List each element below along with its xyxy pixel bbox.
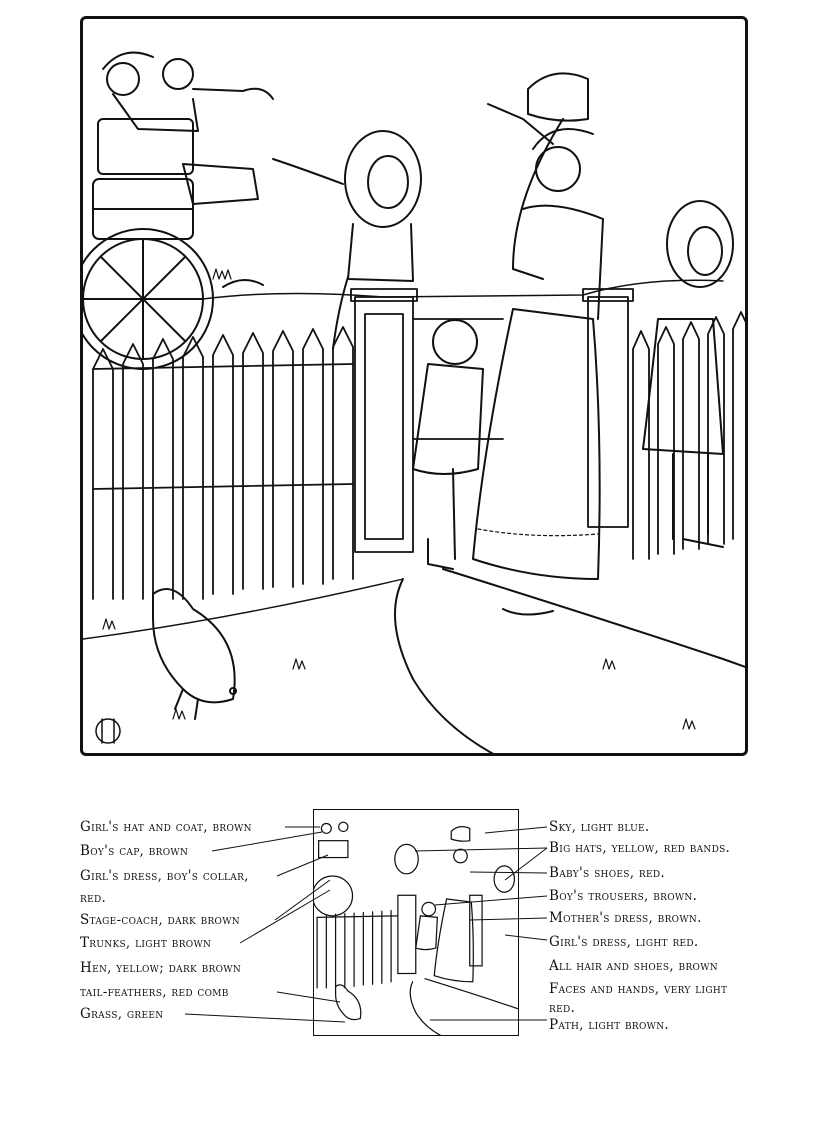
legend-left-6: Hen, yellow; dark brown bbox=[80, 960, 242, 976]
legend-left-1: Boy's cap, brown bbox=[80, 843, 189, 859]
legend-right-6: All hair and shoes, brown bbox=[549, 958, 718, 974]
stagecoach bbox=[83, 119, 258, 369]
legend-right-5: Girl's dress, light red. bbox=[549, 934, 699, 950]
legend-right-7: Faces and hands, very light bbox=[549, 981, 728, 997]
legend-right-2: Baby's shoes, red. bbox=[549, 865, 665, 881]
thumbnail-drawing bbox=[314, 810, 519, 1036]
legend-left-7: tail-feathers, red comb bbox=[80, 984, 229, 1000]
legend-right-4: Mother's dress, brown. bbox=[549, 910, 702, 926]
legend-right-1: Big hats, yellow, red bands. bbox=[549, 840, 731, 856]
legend-right-8: red. bbox=[549, 1000, 576, 1016]
legend-right-0: Sky, light blue. bbox=[549, 819, 650, 835]
path-edge-left bbox=[395, 579, 503, 756]
legend-right-9: Path, light brown. bbox=[549, 1017, 669, 1033]
legend-left-2: Girl's dress, boy's collar, bbox=[80, 868, 249, 884]
path-edge-right bbox=[443, 569, 748, 669]
baby bbox=[513, 73, 588, 279]
legend-left-5: Trunks, light brown bbox=[80, 935, 212, 951]
distant-hill bbox=[223, 280, 263, 287]
small-boy bbox=[413, 320, 483, 569]
legend-left-3: red. bbox=[80, 890, 107, 906]
scene-drawing bbox=[83, 19, 748, 756]
legend-left-8: Grass, green bbox=[80, 1006, 164, 1022]
hen bbox=[153, 589, 236, 719]
legend-right-3: Boy's trousers, brown. bbox=[549, 888, 698, 904]
legend-left-0: Girl's hat and coat, brown bbox=[80, 819, 252, 835]
girl-right bbox=[643, 201, 733, 547]
horizon-line bbox=[203, 280, 723, 299]
artist-monogram bbox=[96, 719, 120, 743]
reference-thumbnail bbox=[313, 809, 519, 1036]
legend-left-4: Stage-coach, dark brown bbox=[80, 912, 240, 928]
main-illustration bbox=[80, 16, 748, 756]
mother bbox=[473, 104, 603, 615]
girl-on-post bbox=[273, 131, 421, 349]
